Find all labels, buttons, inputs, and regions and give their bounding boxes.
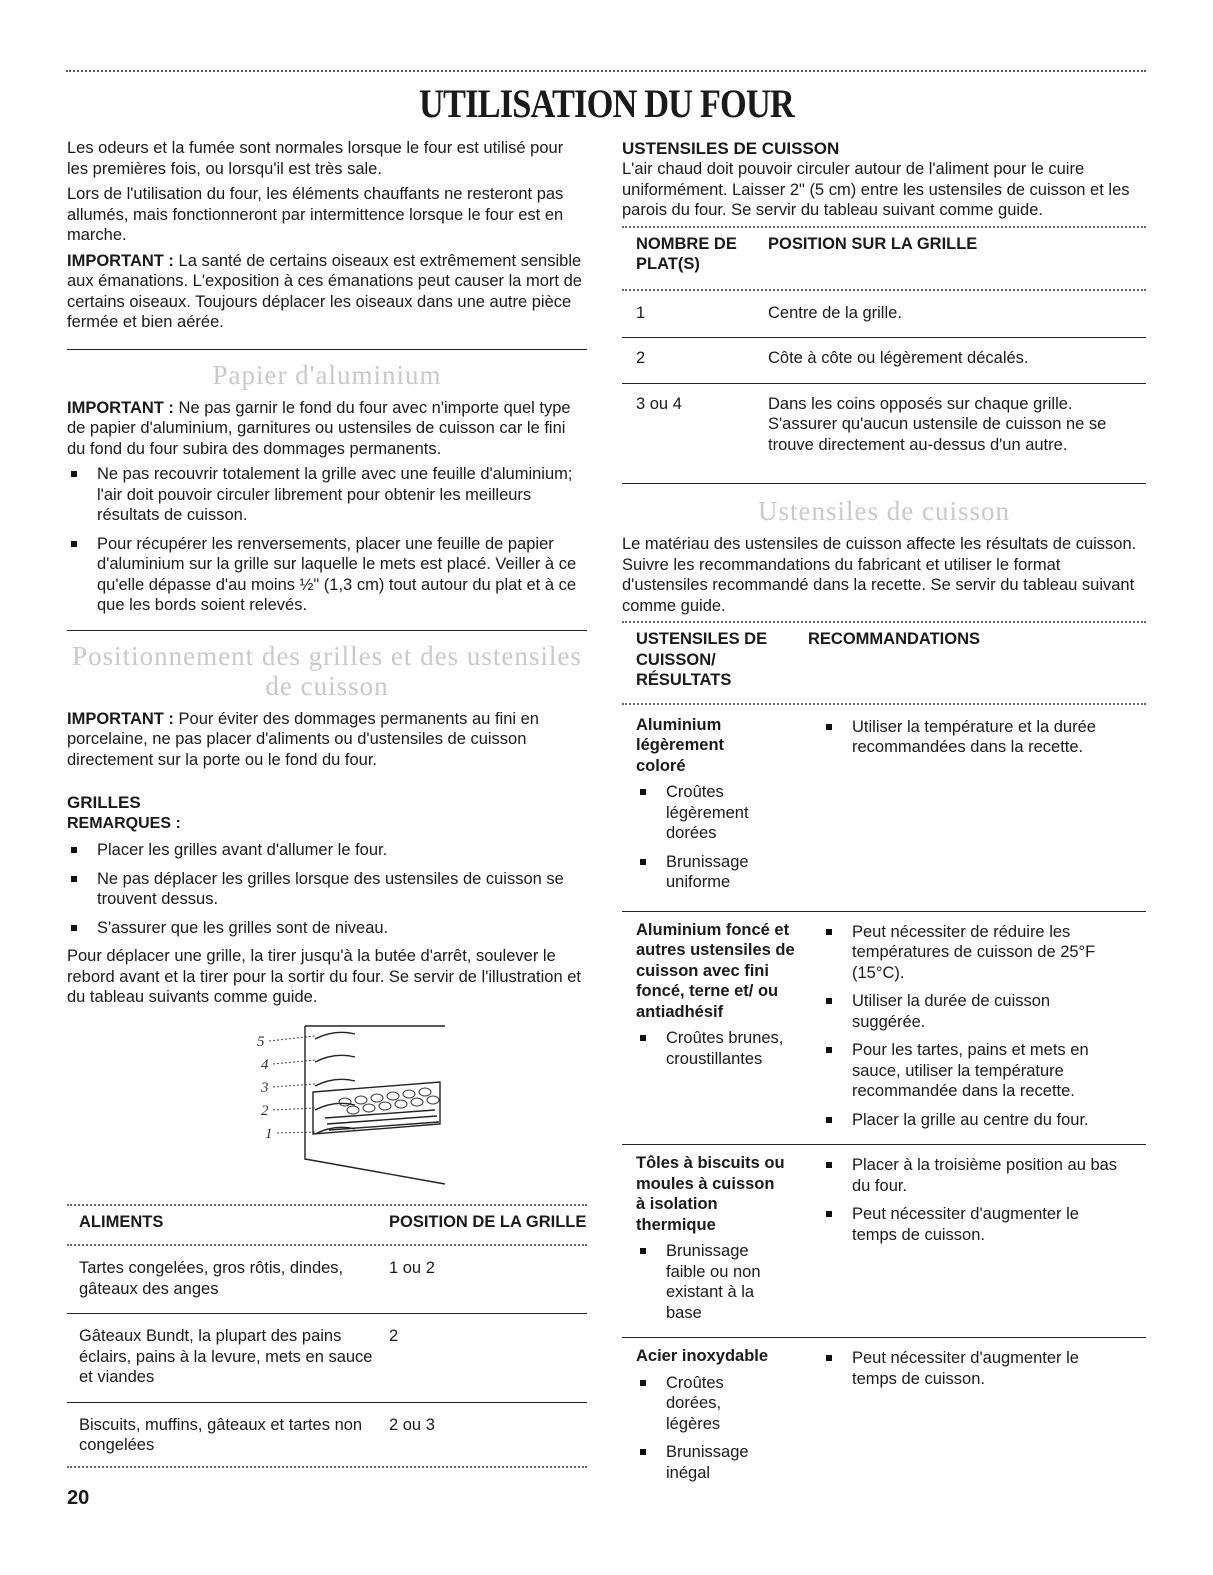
list-item: Placer les grilles avant d'allumer le four. [67,840,587,861]
materiau-paragraph: Le matériau des ustensiles de cuisson affecte les résultats de cuisson. Suivre les recommandations du fabricant et utiliser le format d'ustensiles recommandé dans la recette. Se servir du tableau suivant comme guide. [622,535,1137,615]
food-position-table [67,1212,587,1233]
table-top-rule [622,621,1146,623]
important-text: Ne pas garnir le fond du four avec n'importe quel type de papier d'aluminium, garnitures ou ustensiles de cuisson car le fini du fond du four subira des dommages permanents. [67,398,571,458]
utensil-name: Aluminium légèrement coloré [636,715,725,775]
table-cell: Centre de la grille. [768,303,902,322]
list-item: S'assurer que les grilles sont de niveau. [67,918,587,939]
section-rule [622,483,1146,484]
list-item: Croûtes légèrement dorées [636,782,776,844]
list-item: Brunissage faible ou non existant à la base [636,1241,786,1323]
list-item: Placer à la troisième position au bas du four. [822,1155,1126,1196]
table-cell: Biscuits, muffins, gâteaux et tartes non congelées [79,1415,363,1454]
reco-table-header [622,629,1146,691]
utensil-name: Tôles à biscuits ou moules à cuisson à isolation thermique [636,1154,785,1234]
reco-list [822,1155,1126,1245]
list-item: Croûtes brunes, croustillantes [636,1028,786,1069]
page-title: UTILISATION DU FOUR [419,81,794,126]
table-cell: Côte à côte ou légèrement décalés. [768,349,1029,367]
table-row [67,1314,587,1403]
grilles-bullet-list [67,840,587,938]
rack-label-1: 1 [265,1125,273,1142]
right-column [622,138,1146,1491]
table-cell: 2 [389,1327,399,1345]
table-cell: 1 ou 2 [389,1259,435,1277]
section-rule [67,349,587,350]
table-cell: 2 [636,349,646,367]
foil-bullet-list [67,464,587,616]
table-row [622,338,1146,384]
position-important-paragraph [67,709,587,771]
column-header: RECOMMANDATIONS [808,630,981,648]
grilles-heading: GRILLES [67,793,141,812]
position-heading-line-1: Positionnement des grilles et des ustensiles [72,640,582,671]
foil-important-paragraph [67,398,587,460]
column-header: NOMBRE DE PLAT(S) [636,234,737,273]
plat-position-table-header [622,234,1146,275]
table-row [622,705,1146,912]
rack-label-2: 2 [261,1102,269,1119]
table-cell [822,1145,1146,1338]
table-row [622,1145,1146,1338]
intro-paragraph-2: Lors de l'utilisation du four, les éléments chauffants ne resteront pas allumés, mais fonctionneront par intermittence lorsque le four est en marche. [67,185,564,244]
table-top-rule [67,1204,587,1206]
table-cell: Gâteaux Bundt, la plupart des pains éclairs, pains à la levure, mets en sauce et viandes [79,1327,373,1386]
ustensiles-heading: USTENSILES DE CUISSON [622,139,840,158]
table-cell [822,911,1146,1145]
rack-label-3: 3 [261,1079,269,1096]
important-label: IMPORTANT : [67,398,174,417]
list-item: Brunissage uniforme [636,852,776,893]
list-item: Ne pas déplacer les grilles lorsque des ustensiles de cuisson se trouvent dessus. [67,869,587,910]
table-header-row [622,629,1146,691]
table-cell [822,705,1146,912]
section-rule [67,630,587,631]
result-list [636,1373,776,1484]
table-cell: Tartes congelées, gros rôtis, dindes, gâteaux des anges [79,1259,344,1298]
table-cell [622,911,822,1145]
table-bottom-rule [67,1466,587,1468]
grilles-paragraph: Pour déplacer une grille, la tirer jusqu'à la butée d'arrêt, soulever le rebord avant et la tirer pour la sortir du four. Se servir de l'illustration et du tableau suivants comme guide. [67,947,581,1006]
table-row [622,1338,1146,1492]
reco-list [822,1348,1126,1389]
list-item: Placer la grille au centre du four. [822,1110,1126,1131]
table-cell: 1 [636,303,646,322]
important-birds-paragraph [67,251,587,333]
important-text: La santé de certains oiseaux est extrêmement sensible aux émanations. L'exposition à ces émanations peut causer la mort de certains oiseaux. Toujours déplacer les oiseaux dans une autre pièce fermée et bien aérée. [67,251,582,331]
list-item: Peut nécessiter d'augmenter le temps de cuisson. [822,1348,1126,1389]
table-row [67,1246,587,1314]
table-header-row [622,234,1146,275]
table-row [622,383,1146,483]
plat-position-table [622,291,1146,484]
page-number: 20 [67,1487,90,1509]
list-item: Utiliser la durée de cuisson suggérée. [822,991,1126,1032]
top-dotted-rule [66,70,1146,72]
left-column [67,138,587,1468]
table-cell [622,1145,822,1338]
ustensiles-ghost-heading: Ustensiles de cuisson [758,496,1010,526]
position-heading-line-2: de cuisson [265,670,389,701]
table-row [622,291,1146,338]
table-cell: Dans les coins opposés sur chaque grille. S'assurer qu'aucun ustensile de cuisson ne se trouve directement au-dessus d'un autre. [768,394,1107,454]
column-header: POSITION DE LA GRILLE [389,1212,587,1231]
table-cell: 3 ou 4 [636,394,682,413]
table-row [622,911,1146,1145]
utensil-name: Aluminium foncé et autres ustensiles de cuisson avec fini foncé, terne et/ ou antiadhésif [636,920,795,1021]
table-cell [822,1338,1146,1492]
result-list [636,1028,786,1069]
result-list [636,1241,786,1323]
remarques-heading: REMARQUES : [67,815,181,832]
reco-list [822,717,1116,758]
reco-list [822,922,1126,1131]
list-item: Utiliser la température et la durée recommandées dans la recette. [822,717,1116,758]
table-cell [622,705,822,912]
list-item: Peut nécessiter de réduire les températures de cuisson de 25°F (15°C). [822,922,1126,984]
utensil-name: Acier inoxydable [636,1347,769,1365]
rack-label-5: 5 [257,1033,265,1050]
table-top-rule [622,226,1146,228]
list-item: Brunissage inégal [636,1442,776,1483]
column-header: POSITION SUR LA GRILLE [768,234,978,253]
rack-label-4: 4 [261,1056,269,1073]
list-item: Pour récupérer les renversements, placer une feuille de papier d'aluminium sur la grille sur laquelle le mets est placé. Veiller à ce qu'elle dépasse d'au moins ½" (1,3 cm) tout autour du plat et à ce que les bords soient relevés. [67,534,587,616]
list-item: Pour les tartes, pains et mets en sauce, utiliser la température recommandée dans la recette. [822,1040,1126,1102]
list-item: Ne pas recouvrir totalement la grille avec une feuille d'aluminium; l'air doit pouvoir circuler librement pour obtenir les meilleurs résultats de cuisson. [67,464,587,526]
ustensiles-paragraph: L'air chaud doit pouvoir circuler autour de l'aliment pour le cuire uniformément. Laisser 2" (5 cm) entre les ustensiles de cuisson et les parois du four. Se servir du tableau suivant comme guide. [622,160,1130,219]
important-label: IMPORTANT : [67,251,174,270]
foil-heading: Papier d'aluminium [212,359,442,390]
reco-table [622,705,1146,1492]
column-header: USTENSILES DE CUISSON/ RÉSULTATS [636,630,768,689]
column-header: ALIMENTS [79,1212,164,1231]
list-item: Croûtes dorées, légères [636,1373,776,1435]
table-row [67,1402,587,1466]
intro-paragraph-1: Les odeurs et la fumée sont normales lorsque le four est utilisé pour les premières fois, ou lorsqu'il est très sale. [67,139,564,178]
food-position-table-body [67,1246,587,1466]
result-list [636,782,776,893]
rack-position-illustration [255,1024,455,1194]
table-cell [622,1338,822,1492]
important-label: IMPORTANT : [67,709,174,728]
table-header-row [67,1212,587,1233]
oven-rack-drawing [255,1024,455,1194]
table-cell: 2 ou 3 [389,1415,435,1434]
list-item: Peut nécessiter d'augmenter le temps de cuisson. [822,1204,1126,1245]
important-text: Pour éviter des dommages permanents au fini en porcelaine, ne pas placer d'aliments ou d'ustensiles de cuisson directement sur la porte ou le fond du four. [67,709,539,769]
